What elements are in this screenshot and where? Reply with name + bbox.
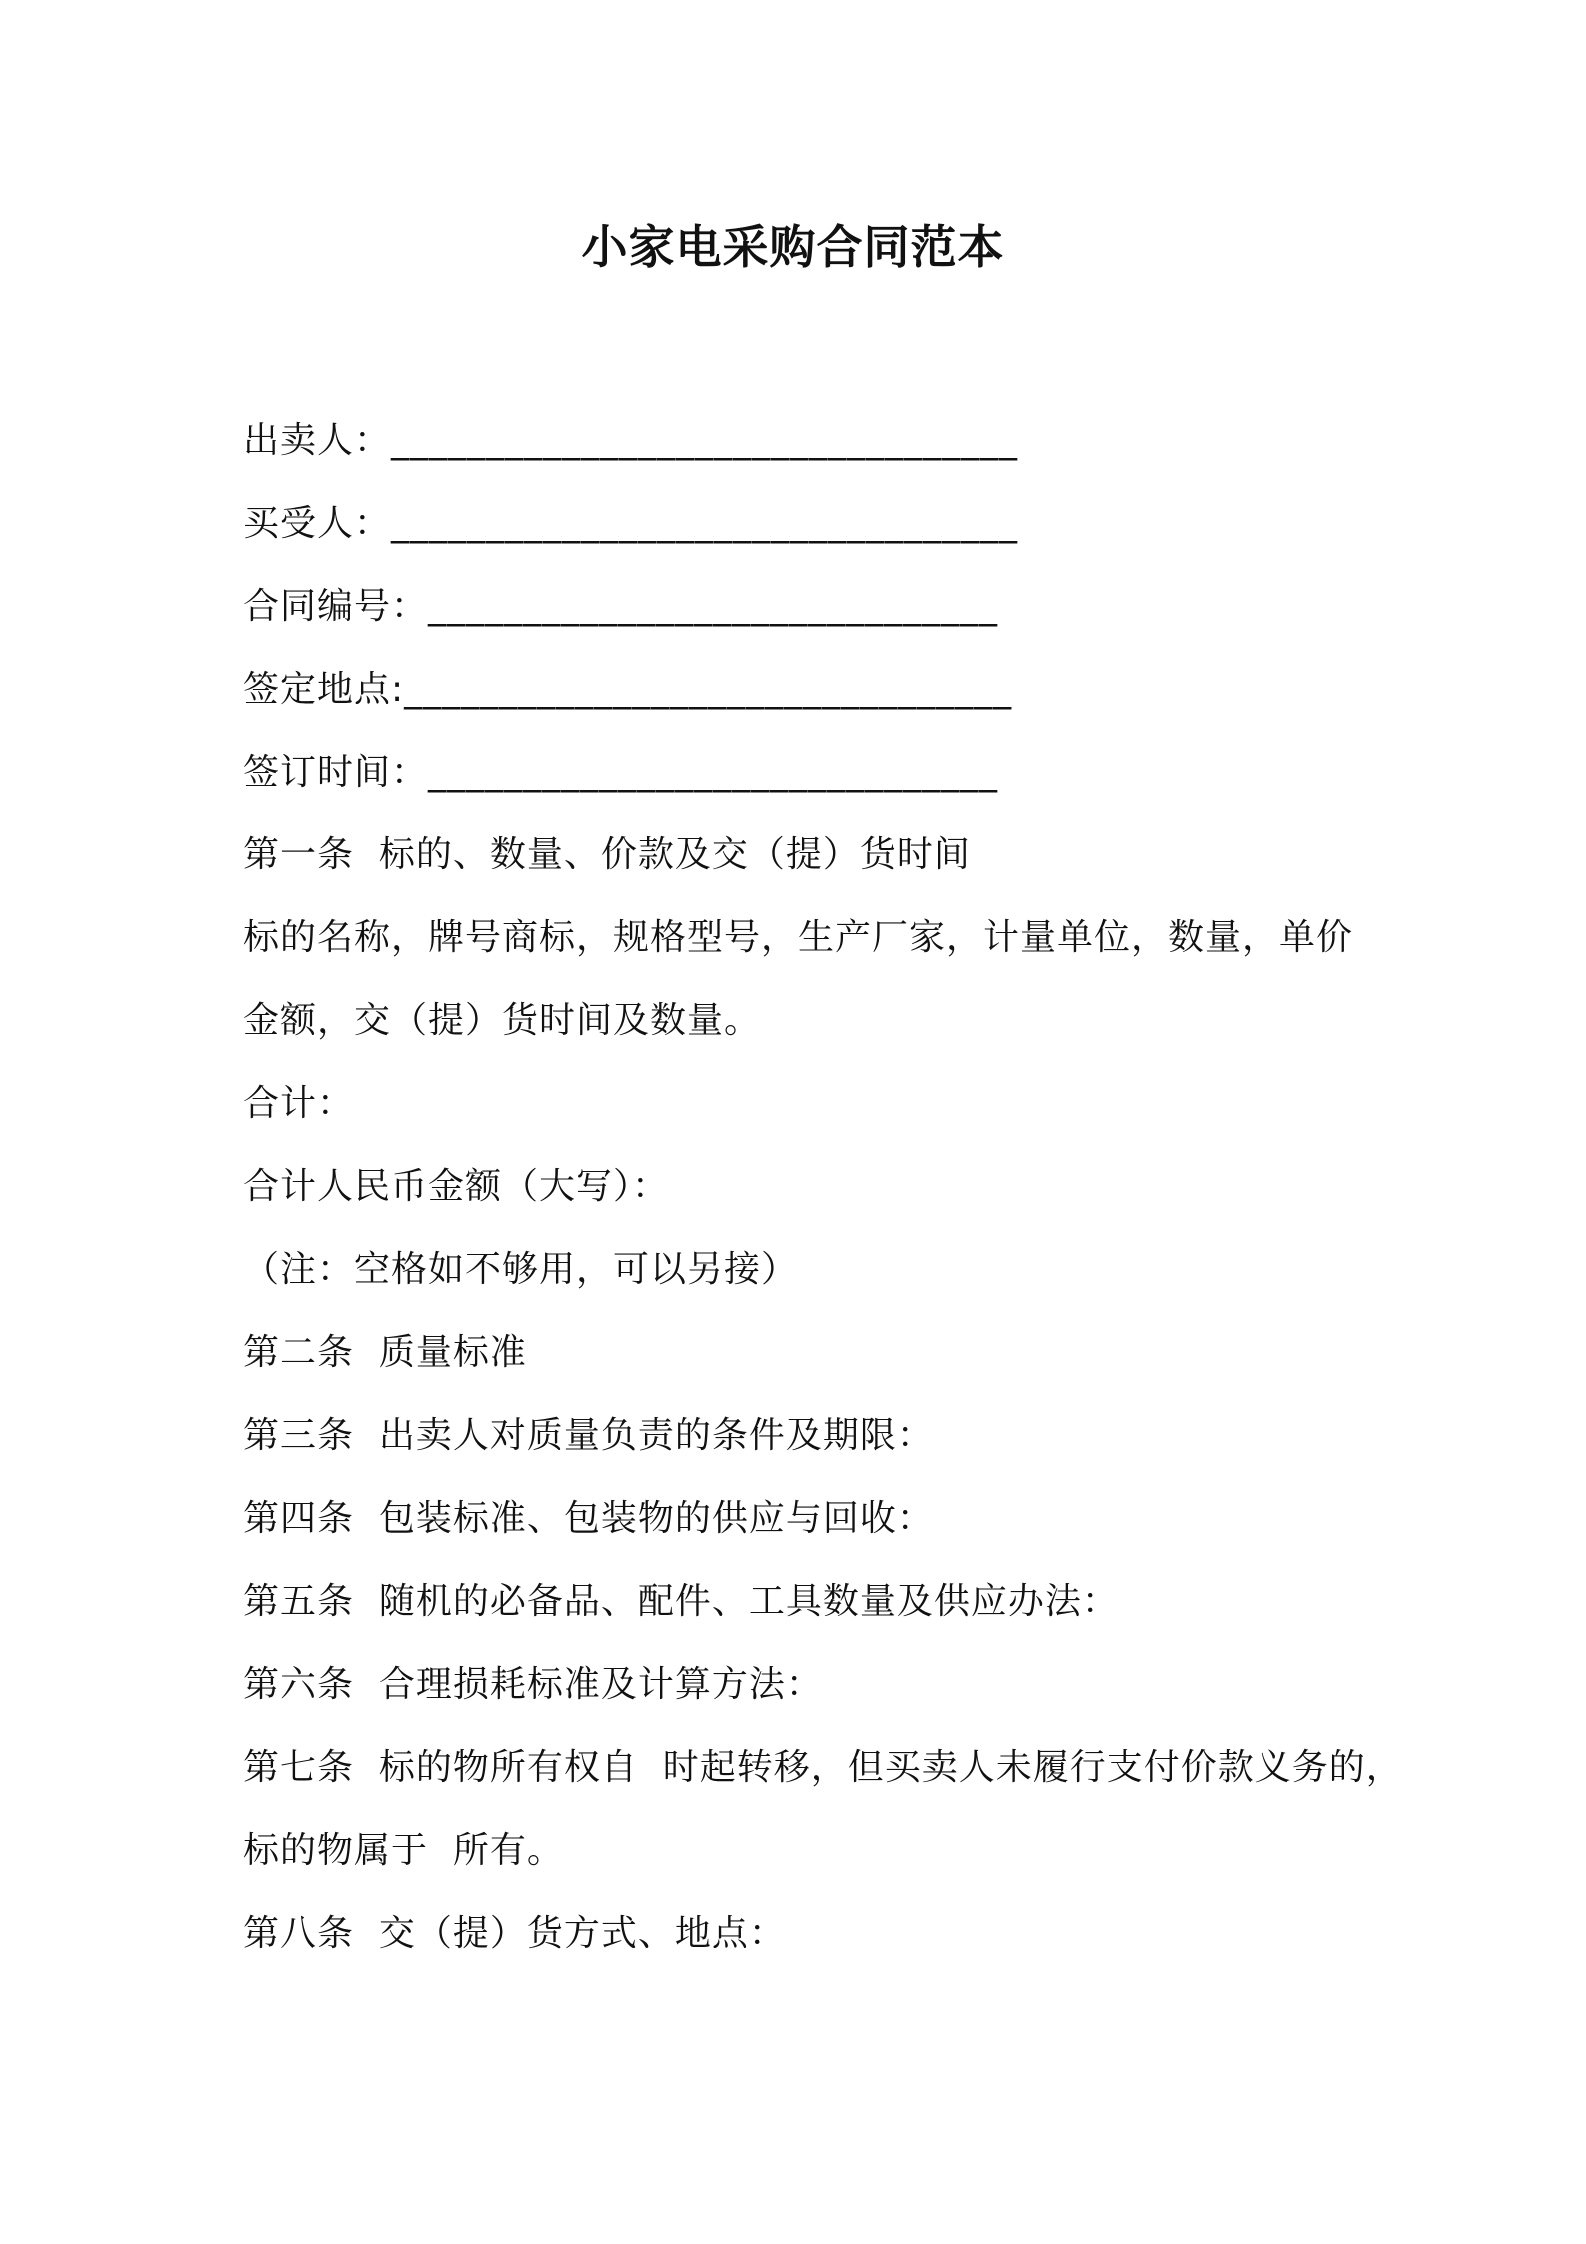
- article-2: 第二条 质量标准: [243, 1332, 527, 1373]
- contract-number-field: 合同编号：______________________________: [243, 586, 999, 627]
- article-4: 第四条 包装标准、包装物的供应与回收：: [243, 1498, 934, 1539]
- article-1-heading: 第一条 标的、数量、价款及交（提）货时间: [243, 834, 971, 875]
- article-8: 第八条 交（提）货方式、地点：: [243, 1913, 786, 1954]
- document-title: 小家电采购合同范本: [581, 220, 1005, 274]
- total-rmb-label: 合计人民币金额（大写）：: [243, 1166, 670, 1207]
- seller-field: 出卖人：_________________________________: [243, 420, 1019, 461]
- note-line: （注：空格如不够用，可以另接）: [243, 1249, 799, 1290]
- signing-place-field: 签定地点:________________________________: [243, 669, 1013, 710]
- article-5: 第五条 随机的必备品、配件、工具数量及供应办法：: [243, 1581, 1119, 1622]
- article-1-text-line-2: 金额，交（提）货时间及数量。: [243, 1000, 762, 1041]
- buyer-field: 买受人：_________________________________: [243, 503, 1019, 544]
- article-7-line-1: 第七条 标的物所有权自 时起转移，但买卖人未履行支付价款义务的，: [243, 1747, 1403, 1788]
- article-1-text-line-1: 标的名称，牌号商标，规格型号，生产厂家，计量单位，数量，单价: [243, 917, 1354, 958]
- article-6: 第六条 合理损耗标准及计算方法：: [243, 1664, 823, 1705]
- total-label: 合计：: [243, 1083, 355, 1124]
- article-3: 第三条 出卖人对质量负责的条件及期限：: [243, 1415, 934, 1456]
- signing-time-field: 签订时间：______________________________: [243, 752, 999, 793]
- article-7-line-2: 标的物属于 所有。: [243, 1830, 564, 1871]
